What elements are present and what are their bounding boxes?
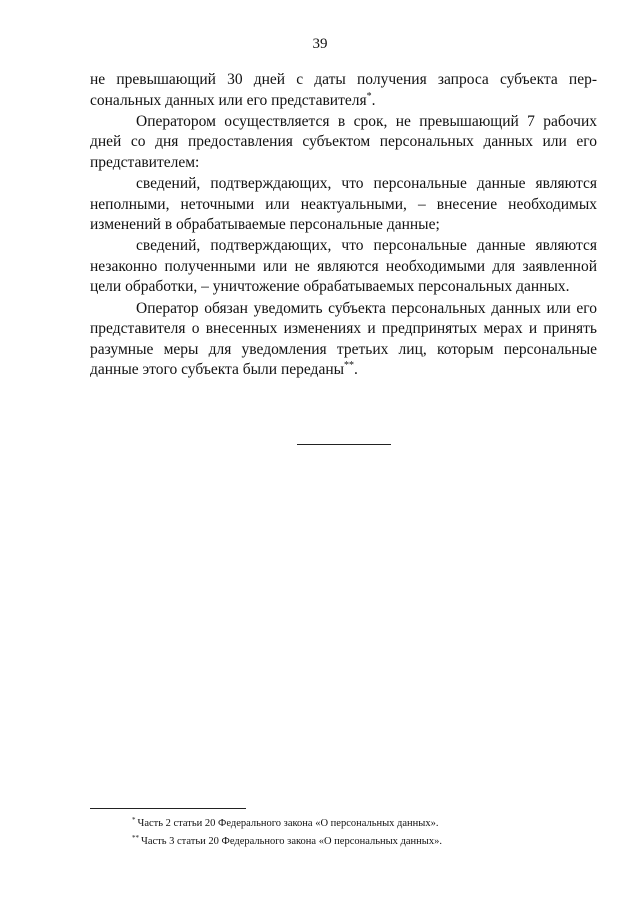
footnote-text: Часть 2 статьи 20 Федерального закона «О персональных данных».: [137, 818, 439, 829]
footnote-marker: *: [132, 815, 136, 824]
paragraph-4: [90, 236, 597, 298]
footnote-separator: [90, 808, 246, 809]
page-number: 39: [312, 36, 328, 52]
paragraph-text: сведений, подтверждающих, что персональные данные являются неполными, неточными или неактуальными, – внесение необходимых изменений в обрабатываемые персональные данные;: [90, 174, 597, 234]
section-divider: [297, 444, 391, 445]
paragraph-1: [90, 70, 597, 111]
paragraph-3: [90, 174, 597, 236]
paragraph-text: не превышающий 30 дней с даты получения запроса субъекта персональных данных или его представителя: [90, 71, 597, 109]
footnotes: [132, 815, 592, 851]
paragraph-text: сведений, подтверждающих, что персональные данные являются незаконно полученными или не являются необходимыми для заявленной цели обработки, – уничтожение обрабатываемых персональных данных.: [90, 237, 597, 296]
footnote-1: [132, 815, 592, 833]
paragraph-text: Оператор обязан уведомить субъекта персональных данных или его представителя о внесенных изменениях и предпринятых мерах и принять разумные меры для уведомления третьих лиц, которым персональные данные этого субъекта были переданы: [90, 299, 597, 379]
paragraph-5: [90, 299, 597, 381]
paragraph-text: Оператором осуществляется в срок, не превышающий 7 рабочих дней со дня предоставления субъектом персональных данных или его представителем:: [90, 112, 597, 171]
footnote-2: [132, 833, 592, 851]
footnote-mark: **: [344, 360, 355, 372]
paragraph-tail: .: [371, 91, 376, 109]
paragraph-tail: .: [354, 361, 358, 379]
footnote-mark: *: [366, 90, 372, 102]
paragraph-2: [90, 112, 597, 174]
footnote-text: Часть 3 статьи 20 Федерального закона «О персональных данных».: [141, 836, 442, 847]
document-body: [90, 70, 597, 381]
footnote-marker: **: [132, 833, 139, 842]
